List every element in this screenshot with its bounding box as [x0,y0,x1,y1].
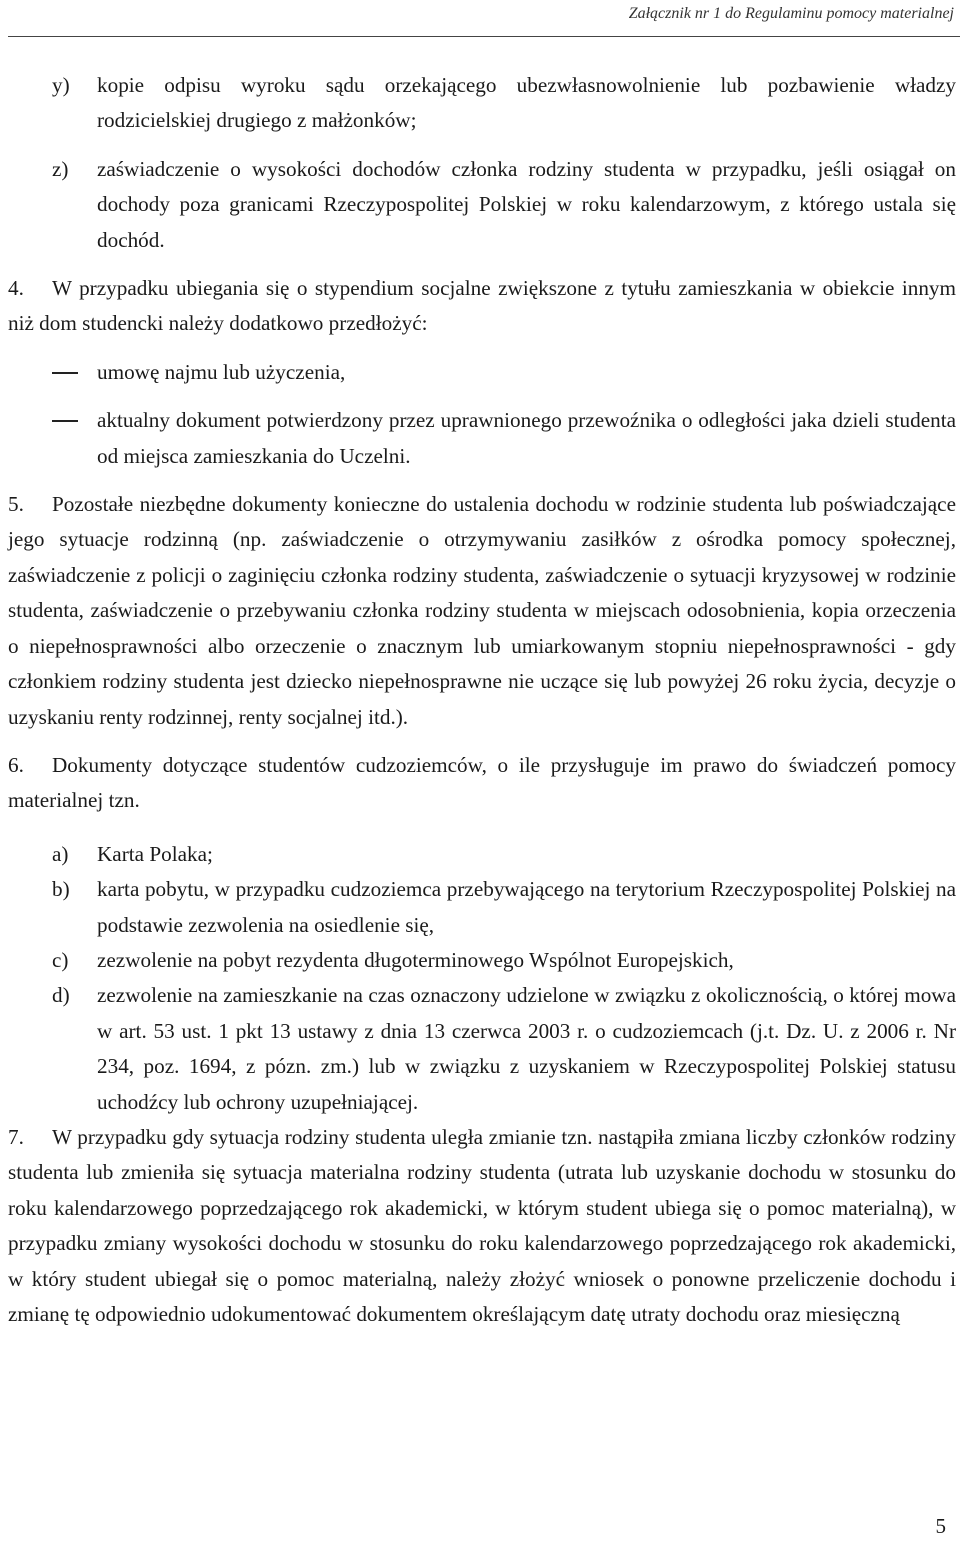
list-item-text: zezwolenie na zamieszkanie na czas oznaczony udzielone w związku z okolicznością, o której mowa w art. 53 ust. 1 pkt 13 ustawy z dnia 13 czerwca 2003 r. o cudzoziemcach (j.t. Dz. U. z 2006 r. Nr 234, poz. 1694, z pózn. zm.) lub w związku z uzyskaniem w Rzeczypospolitej Polskiej statusu uchodźcy lub ochrony uzupełniającej. [97,983,956,1114]
page-number: 5 [935,1514,946,1538]
list-item-y [52,68,956,139]
page-header: Załącznik nr 1 do Regulaminu pomocy materialnej [628,5,954,22]
section-number: 6. [8,752,24,777]
list-item-label: c) [52,947,69,972]
list-item-text: umowę najmu lub użyczenia, [97,359,346,384]
header-rule [8,36,960,37]
list-item-dash-1 [52,355,956,390]
section-text: Dokumenty dotyczące studentów cudzoziemców, o ile przysługuje im prawo do świadczeń pomocy materialnej tzn. [8,752,956,813]
document-body [8,68,956,1332]
list-item-z [52,152,956,258]
section-text: W przypadku ubiegania się o stypendium socjalne zwiększone z tytułu zamieszkania w obiekcie innym niż dom studencki należy dodatkowo przedłożyć: [8,276,956,336]
list-item-text: Karta Polaka; [97,841,213,866]
section-4 [8,271,956,342]
section-5 [8,487,956,735]
list-item-text: kopie odpisu wyroku sądu orzekającego ubezwłasnowolnienie lub pozbawienie władzy rodzicielskiej drugiego z małżonków; [97,73,956,133]
dash-bullet [52,372,78,374]
list-item-text: aktualny dokument potwierdzony przez uprawnionego przewoźnika o odległości jaka dzieli studenta od miejsca zamieszkania do Uczelni. [97,408,956,468]
list-item-c [52,943,956,978]
section-7 [8,1120,956,1332]
section-6 [8,748,956,819]
list-item-label: z) [52,156,69,181]
list-item-label: a) [52,841,69,866]
section-text: Pozostałe niezbędne dokumenty konieczne do ustalenia dochodu w rodzinie studenta lub poświadczające jego sytuacje rodzinną (np. zaświadczenie o otrzymywaniu zasiłków z ośrodka pomocy społecznej, zaświadczenie z policji o zaginięciu członka rodziny studenta, zaświadczenie o sytuacji kryzysowej w rodzinie studenta, zaświadczenie o przebywaniu członka rodziny studenta w miejscach odosobnienia, kopia orzeczenia o niepełnosprawności albo orzeczenie o znacznym lub umiarkowanym stopniu niepełnosprawności - gdy członkiem rodziny studenta jest dziecko niepełnosprawne nie uczące się lub powyżej 26 roku życia, decyzje o uzyskaniu renty rodzinnej, renty socjalnej itd.). [8,492,956,729]
section-text: W przypadku gdy sytuacja rodziny studenta uległa zmianie tzn. nastąpiła zmiana liczby członków rodziny studenta lub zmieniła się sytuacja materialna rodziny studenta (utrata lub uzyskanie dochodu w stosunku do roku kalendarzowego poprzedzającego rok akademicki, w którym student ubiega się o pomoc materialną), w przypadku zmiany wysokości dochodu w stosunku do roku kalendarzowego poprzedzającego rok akademicki, w który student ubiegał się o pomoc materialną, należy złożyć wniosek o ponowne przeliczenie dochodu i zmianę tę odpowiednio udokumentować dokumentem określającym datę utraty dochodu oraz miesięczną [8,1124,956,1326]
section-number: 4. [8,276,24,301]
list-item-dash-2 [52,403,956,474]
list-item-text: karta pobytu, w przypadku cudzoziemca przebywającego na terytorium Rzeczypospolitej Polskiej na podstawie zezwolenia na osiedlenie się, [97,877,956,937]
list-item-label: b) [52,877,70,902]
list-item-text: zaświadczenie o wysokości dochodów członka rodziny studenta w przypadku, jeśli osiągał on dochody poza granicami Rzeczypospolitej Polskiej w roku kalendarzowym, z którego ustala się dochód. [97,156,956,252]
dash-bullet [52,420,78,422]
section-number: 5. [8,492,24,517]
section-number: 7. [8,1124,24,1149]
list-item-b [52,872,956,943]
list-item-label: d) [52,983,70,1008]
list-item-text: zezwolenie na pobyt rezydenta długoterminowego Wspólnot Europejskich, [97,947,734,972]
list-item-d [52,978,956,1120]
list-item-a [52,837,956,872]
list-item-label: y) [52,73,70,97]
